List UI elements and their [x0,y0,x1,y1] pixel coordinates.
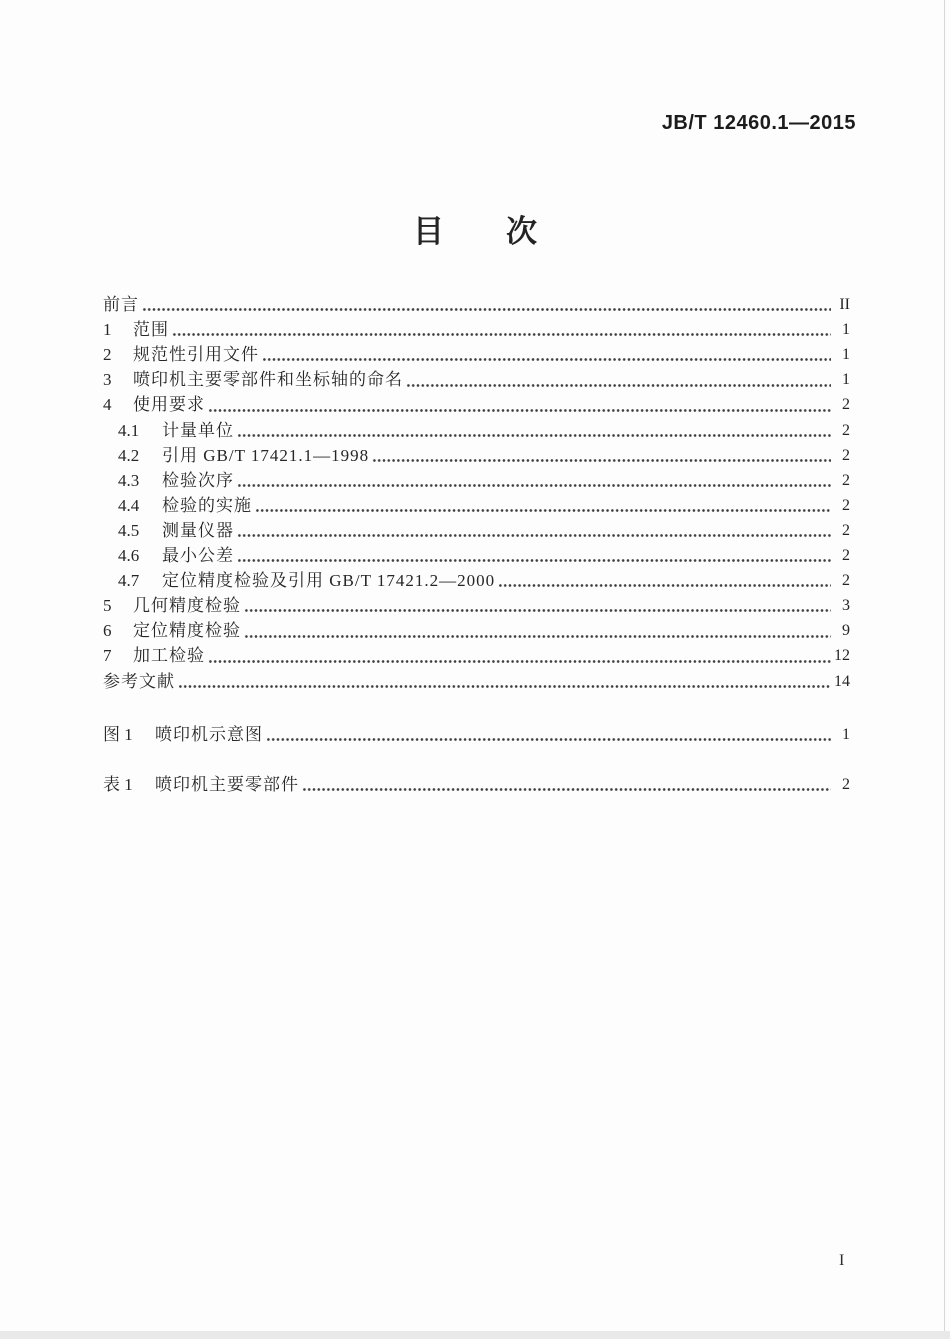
toc-entry-page: II [839,296,850,314]
scan-edge-band [0,1331,950,1339]
toc-entry-number: 4.6 [118,546,140,566]
toc-leader-dots [255,492,831,517]
toc-entry-page: 14 [834,672,850,690]
toc-entry-figure-1 [103,721,850,746]
toc-leader-dots [262,341,831,366]
toc-entry-number: 4.2 [118,445,140,465]
toc-entry-section-6 [103,617,850,642]
toc-entry-page: 2 [842,446,850,464]
toc-leader-dots [142,291,831,316]
toc-entry-page: 12 [834,647,850,665]
toc-entry-page: 2 [842,496,850,514]
toc-entry-number: 7 [103,646,112,666]
toc-entry-page: 1 [842,321,850,339]
toc-entry-page: 1 [842,371,850,389]
toc-leader-dots [237,416,831,441]
toc-entry-section-4-7 [103,567,850,592]
toc-leader-dots [237,542,831,567]
scan-edge-line [944,0,945,1339]
toc-entry-table-1 [103,771,850,796]
toc-entry-label: 最小公差 [162,546,234,566]
toc-entry-number: 1 [103,320,112,340]
toc-entry-number: 3 [103,370,112,390]
toc-leader-dots [178,667,831,692]
toc-entry-number: 4.7 [118,571,140,591]
toc-entry-label: 定位精度检验 [133,621,241,641]
toc-entry-number: 图 1 [103,724,133,744]
toc-entry-label: 加工检验 [133,646,205,666]
toc-entry-section-4-3 [103,467,850,492]
toc-entry-page: 2 [842,775,850,793]
toc-leader-dots [244,592,831,617]
toc-leader-dots [302,771,831,796]
toc-entry-section-7 [103,642,850,667]
toc-entry-label: 定位精度检验及引用 GB/T 17421.2—2000 [162,571,496,591]
toc-entry-section-5 [103,592,850,617]
toc-entry-label: 喷印机主要零部件 [155,774,299,794]
toc-leader-dots [172,316,831,341]
toc-leader-dots [244,617,831,642]
footer-page-number: I [839,1252,845,1269]
toc-entry-label: 几何精度检验 [133,596,241,616]
toc-entry-section-4 [103,391,850,416]
toc-entry-label: 测量仪器 [162,520,234,540]
toc-entry-references [103,667,850,692]
toc-leader-dots [372,442,831,467]
toc-entry-number: 4.1 [118,420,140,440]
toc-entry-section-4-6 [103,542,850,567]
toc-entry-page: 2 [842,547,850,565]
toc-entry-label: 规范性引用文件 [133,345,259,365]
toc-entry-page: 3 [842,597,850,615]
toc-leader-dots [237,467,831,492]
toc-entry-label: 引用 GB/T 17421.1—1998 [162,445,370,465]
toc-entry-label: 前言 [103,295,139,315]
toc-entry-number: 4.3 [118,470,140,490]
toc-entry-number: 表 1 [103,774,133,794]
toc-entry-label: 喷印机示意图 [155,724,263,744]
toc-leader-dots [208,642,831,667]
toc-entry-page: 2 [842,521,850,539]
toc-entry-label: 检验次序 [162,470,234,490]
toc-entry-page: 2 [842,572,850,590]
toc-entry-page: 2 [842,471,850,489]
toc-leader-dots [237,517,831,542]
toc-leader-dots [406,366,831,391]
toc-entry-label: 参考文献 [103,671,175,691]
toc-entry-section-4-2 [103,442,850,467]
toc-entry-label: 范围 [133,320,169,340]
toc-entry-section-4-5 [103,517,850,542]
toc-entry-number: 4.4 [118,495,140,515]
toc-entry-number: 4.5 [118,520,140,540]
standard-code-header: JB/T 12460.1—2015 [661,112,856,134]
toc-entry-page: 2 [842,396,850,414]
table-of-contents [103,291,850,796]
toc-entry-page: 9 [842,622,850,640]
toc-entry-page: 2 [842,421,850,439]
toc-entry-label: 检验的实施 [162,495,252,515]
toc-entry-label: 喷印机主要零部件和坐标轴的命名 [133,370,403,390]
toc-entry-number: 4 [103,395,112,415]
toc-entry-section-1 [103,316,850,341]
toc-entry-section-4-4 [103,492,850,517]
toc-leader-dots [498,567,831,592]
toc-leader-dots [266,721,831,746]
toc-entry-page: 1 [842,725,850,743]
page-title: 目 次 [413,214,537,249]
toc-entry-foreword [103,291,850,316]
toc-entry-label: 计量单位 [162,420,234,440]
toc-entry-number: 2 [103,345,112,365]
toc-entry-section-4-1 [103,416,850,441]
toc-entry-number: 5 [103,596,112,616]
toc-entry-page: 1 [842,346,850,364]
toc-entry-number: 6 [103,621,112,641]
toc-entry-label: 使用要求 [133,395,205,415]
toc-entry-section-2 [103,341,850,366]
toc-leader-dots [208,391,831,416]
toc-entry-section-3 [103,366,850,391]
